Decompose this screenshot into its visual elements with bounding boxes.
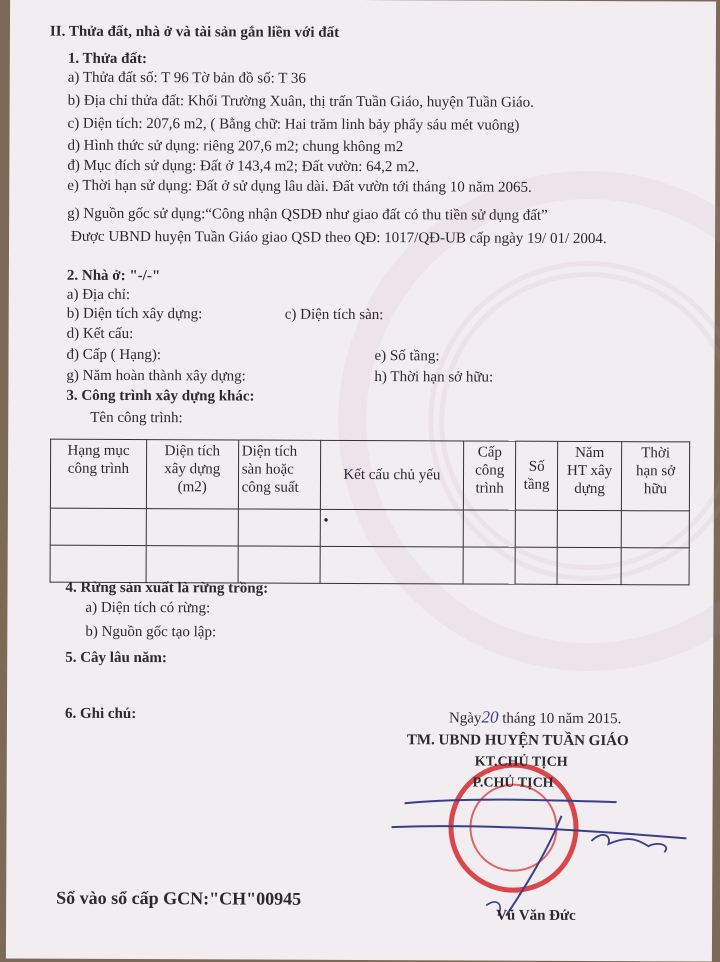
- table-cell: [146, 509, 238, 546]
- signing-authority: TM. UBND HUYỆN TUẦN GIÁO: [406, 732, 629, 750]
- table-cell: [515, 547, 557, 584]
- date-prefix: Ngày: [448, 710, 482, 727]
- house-ownership-term: h) Thời hạn sở hữu:: [374, 369, 494, 386]
- land-origin-decision: Được UBND huyện Tuần Giáo giao QSD theo QĐ: 1017/QĐ-UB cấp ngày 19/ 01/ 2004.: [71, 228, 607, 248]
- house-address: a) Địa chỉ:: [66, 286, 131, 303]
- table-cell: •: [320, 509, 464, 547]
- table-header-row: [50, 439, 689, 511]
- table-cell: [463, 510, 515, 547]
- perennial-heading: 5. Cây lâu năm:: [65, 649, 167, 667]
- col-header-year: Năm HT xây dựng: [557, 441, 621, 510]
- signer-title-1: KT.CHỦ TỊCH: [474, 754, 568, 770]
- land-area: c) Diện tích: 207,6 m2, ( Bằng chữ: Hai trăm linh bảy phẩy sáu mét vuông): [67, 115, 520, 134]
- registration-number: Số vào sổ cấp GCN:"CH"00945: [56, 887, 302, 909]
- table-cell: [320, 546, 464, 584]
- table-cell: [238, 546, 320, 583]
- house-grade: đ) Cấp ( Hạng):: [66, 346, 162, 364]
- col-header-grade: Cấp công trình: [464, 441, 516, 510]
- house-build-area: b) Diện tích xây dựng:: [66, 305, 203, 323]
- house-floor-area: c) Diện tích sàn:: [284, 306, 384, 324]
- col-header-floors: Số tầng: [516, 441, 558, 510]
- date-rest: tháng 10 năm 2015.: [498, 710, 622, 728]
- table-cell: [557, 510, 621, 547]
- issue-date: [449, 708, 621, 728]
- land-address: b) Địa chỉ thửa đất: Khối Trường Xuân, thị trấn Tuần Giáo, huyện Tuần Giáo.: [67, 92, 534, 111]
- note-heading: 6. Ghi chú:: [64, 705, 137, 723]
- other-works-heading: 3. Công trình xây dựng khác:: [66, 387, 255, 405]
- col-header-floor-area: Diện tích sàn hoặc công suất: [238, 440, 320, 509]
- col-header-structure: Kết cấu chủ yếu: [320, 440, 464, 510]
- table-cell: [463, 547, 515, 584]
- col-header-item: Hạng mục công trình: [50, 439, 146, 508]
- signer-title-2: P.CHỦ TỊCH: [472, 775, 554, 791]
- col-header-build-area: Diện tích xây dựng (m2): [146, 440, 238, 509]
- table-cell: [621, 511, 689, 548]
- table-cell: [515, 510, 557, 547]
- house-completion-year: g) Năm hoàn thành xây dựng:: [66, 367, 246, 385]
- table-cell: [557, 547, 621, 584]
- house-floors: e) Số tầng:: [374, 348, 440, 365]
- forest-area: a) Diện tích có rừng:: [85, 599, 211, 617]
- section-title: II. Thửa đất, nhà ở và tài sản gắn liền với đất: [49, 23, 340, 41]
- signer-name: Vũ Văn Đức: [496, 907, 576, 924]
- table-row: [50, 508, 689, 548]
- house-structure: d) Kết cấu:: [66, 325, 134, 343]
- table-cell: [146, 546, 238, 583]
- forest-origin: b) Nguồn gốc tạo lập:: [85, 623, 217, 641]
- certificate-page: [6, 0, 716, 962]
- work-name-label: Tên công trình:: [90, 409, 183, 427]
- land-origin: g) Nguồn gốc sử dụng:“Công nhận QSDĐ như giao đất có thu tiền sử dụng đất”: [67, 205, 548, 224]
- table-cell: [621, 548, 689, 585]
- land-use-form: d) Hình thức sử dụng: riêng 207,6 m2; chung không m2: [67, 137, 404, 156]
- construction-table: [50, 439, 691, 586]
- date-day-handwritten: 20: [481, 707, 499, 727]
- land-parcel-number: a) Thửa đất số: T 96 Tờ bản đồ số: T 36: [67, 69, 306, 87]
- house-heading: 2. Nhà ở: "-/-": [66, 267, 161, 285]
- col-header-term: Thời hạn sở hữu: [621, 442, 689, 511]
- land-heading: 1. Thửa đất:: [67, 50, 148, 68]
- land-use-purpose: đ) Mục đích sử dụng: Đất ở 143,4 m2; Đất vườn: 64,2 m2.: [67, 157, 420, 176]
- table-cell: [50, 545, 146, 582]
- forest-heading: 4. Rừng sản xuất là rừng trồng:: [65, 579, 269, 597]
- table-cell: [238, 509, 320, 546]
- table-cell: [50, 508, 146, 545]
- land-use-term: e) Thời hạn sử dụng: Đất ở sử dụng lâu dài. Đất vườn tới tháng 10 năm 2065.: [67, 177, 532, 196]
